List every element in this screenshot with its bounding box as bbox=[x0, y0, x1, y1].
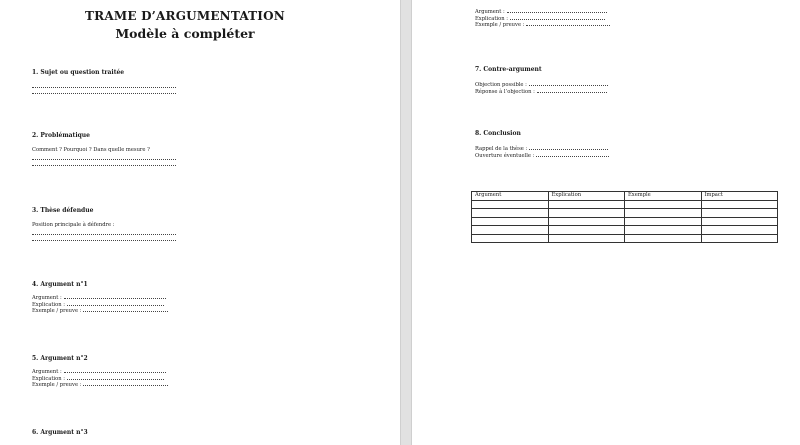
answer-line[interactable] bbox=[537, 92, 607, 93]
column-header: Explication bbox=[548, 192, 625, 201]
table-row bbox=[472, 217, 778, 226]
section-heading: 8. Conclusion bbox=[475, 130, 521, 137]
table-row bbox=[472, 200, 778, 209]
prompt-text: Comment ? Pourquoi ? Dans quelle mesure ? bbox=[32, 147, 150, 153]
table-row bbox=[472, 209, 778, 218]
section-problematique bbox=[32, 132, 372, 166]
table-cell[interactable] bbox=[625, 209, 702, 218]
argument-summary-table bbox=[471, 191, 778, 243]
answer-line[interactable] bbox=[32, 234, 176, 235]
section-argument-3-continued bbox=[475, 9, 800, 29]
field-label: Objection possible : bbox=[475, 82, 527, 88]
table-cell[interactable] bbox=[625, 226, 702, 235]
answer-line[interactable] bbox=[83, 311, 168, 312]
field-label: Réponse à l’objection : bbox=[475, 88, 535, 95]
field-label: Exemple / preuve : bbox=[475, 22, 525, 29]
document-page-right bbox=[412, 0, 800, 445]
column-header: Impact bbox=[701, 192, 778, 201]
table-row bbox=[472, 226, 778, 235]
table-cell[interactable] bbox=[548, 234, 625, 243]
answer-line[interactable] bbox=[67, 305, 164, 306]
field-label: Rappel de la thèse : bbox=[475, 146, 528, 152]
answer-line[interactable] bbox=[32, 240, 176, 241]
table-cell[interactable] bbox=[701, 209, 778, 218]
table-cell[interactable] bbox=[472, 200, 549, 209]
prompt-text: Position principale à défendre : bbox=[32, 222, 115, 228]
table-cell[interactable] bbox=[701, 226, 778, 235]
answer-line[interactable] bbox=[67, 379, 164, 380]
section-heading: 4. Argument n°1 bbox=[32, 281, 88, 288]
document-subtitle: Modèle à compléter bbox=[115, 26, 255, 41]
table-cell[interactable] bbox=[472, 226, 549, 235]
table-cell[interactable] bbox=[472, 217, 549, 226]
page-gutter bbox=[400, 0, 412, 445]
table-cell[interactable] bbox=[625, 217, 702, 226]
section-heading: 1. Sujet ou question traitée bbox=[32, 69, 125, 76]
field-label: Argument : bbox=[32, 295, 62, 301]
table-cell[interactable] bbox=[625, 200, 702, 209]
table-cell[interactable] bbox=[548, 209, 625, 218]
table-cell[interactable] bbox=[701, 200, 778, 209]
table-cell[interactable] bbox=[548, 217, 625, 226]
table-row bbox=[472, 234, 778, 243]
section-argument-1 bbox=[32, 281, 372, 315]
table-cell[interactable] bbox=[701, 234, 778, 243]
answer-line[interactable] bbox=[526, 25, 610, 26]
section-argument-2 bbox=[32, 355, 372, 389]
table-cell[interactable] bbox=[625, 234, 702, 243]
section-these bbox=[32, 207, 372, 241]
table-header-row bbox=[472, 192, 778, 201]
answer-line[interactable] bbox=[64, 372, 166, 373]
answer-line[interactable] bbox=[83, 385, 168, 386]
answer-line[interactable] bbox=[510, 19, 605, 20]
field-label: Exemple / preuve : bbox=[32, 308, 82, 315]
answer-line[interactable] bbox=[529, 149, 608, 150]
field-label: Explication : bbox=[32, 301, 65, 308]
answer-line[interactable] bbox=[32, 165, 176, 166]
section-heading: 2. Problématique bbox=[32, 132, 90, 139]
section-heading: 7. Contre-argument bbox=[475, 66, 542, 73]
field-label: Ouverture éventuelle : bbox=[475, 152, 535, 159]
section-conclusion bbox=[475, 130, 800, 159]
table-cell[interactable] bbox=[701, 217, 778, 226]
column-header: Exemple bbox=[625, 192, 702, 201]
table-cell[interactable] bbox=[472, 234, 549, 243]
field-label: Argument : bbox=[475, 9, 505, 15]
answer-line[interactable] bbox=[32, 87, 176, 88]
document-title: TRAME D’ARGUMENTATION bbox=[85, 9, 285, 23]
field-label: Explication : bbox=[32, 375, 65, 382]
answer-line[interactable] bbox=[32, 159, 176, 160]
field-label: Exemple / preuve : bbox=[32, 382, 82, 389]
section-heading: 5. Argument n°2 bbox=[32, 355, 88, 362]
table-cell[interactable] bbox=[548, 226, 625, 235]
section-argument-3 bbox=[32, 429, 372, 436]
table-cell[interactable] bbox=[548, 200, 625, 209]
column-header: Argument bbox=[472, 192, 549, 201]
answer-line[interactable] bbox=[529, 85, 608, 86]
answer-line[interactable] bbox=[32, 93, 176, 94]
section-heading: 3. Thèse défendue bbox=[32, 207, 94, 214]
field-label: Explication : bbox=[475, 15, 508, 22]
answer-line[interactable] bbox=[536, 156, 609, 157]
section-contre-argument bbox=[475, 66, 800, 95]
section-heading: 6. Argument n°3 bbox=[32, 429, 88, 436]
field-label: Argument : bbox=[32, 369, 62, 375]
answer-line[interactable] bbox=[507, 12, 607, 13]
section-sujet bbox=[32, 69, 372, 94]
answer-line[interactable] bbox=[64, 298, 166, 299]
table-cell[interactable] bbox=[472, 209, 549, 218]
